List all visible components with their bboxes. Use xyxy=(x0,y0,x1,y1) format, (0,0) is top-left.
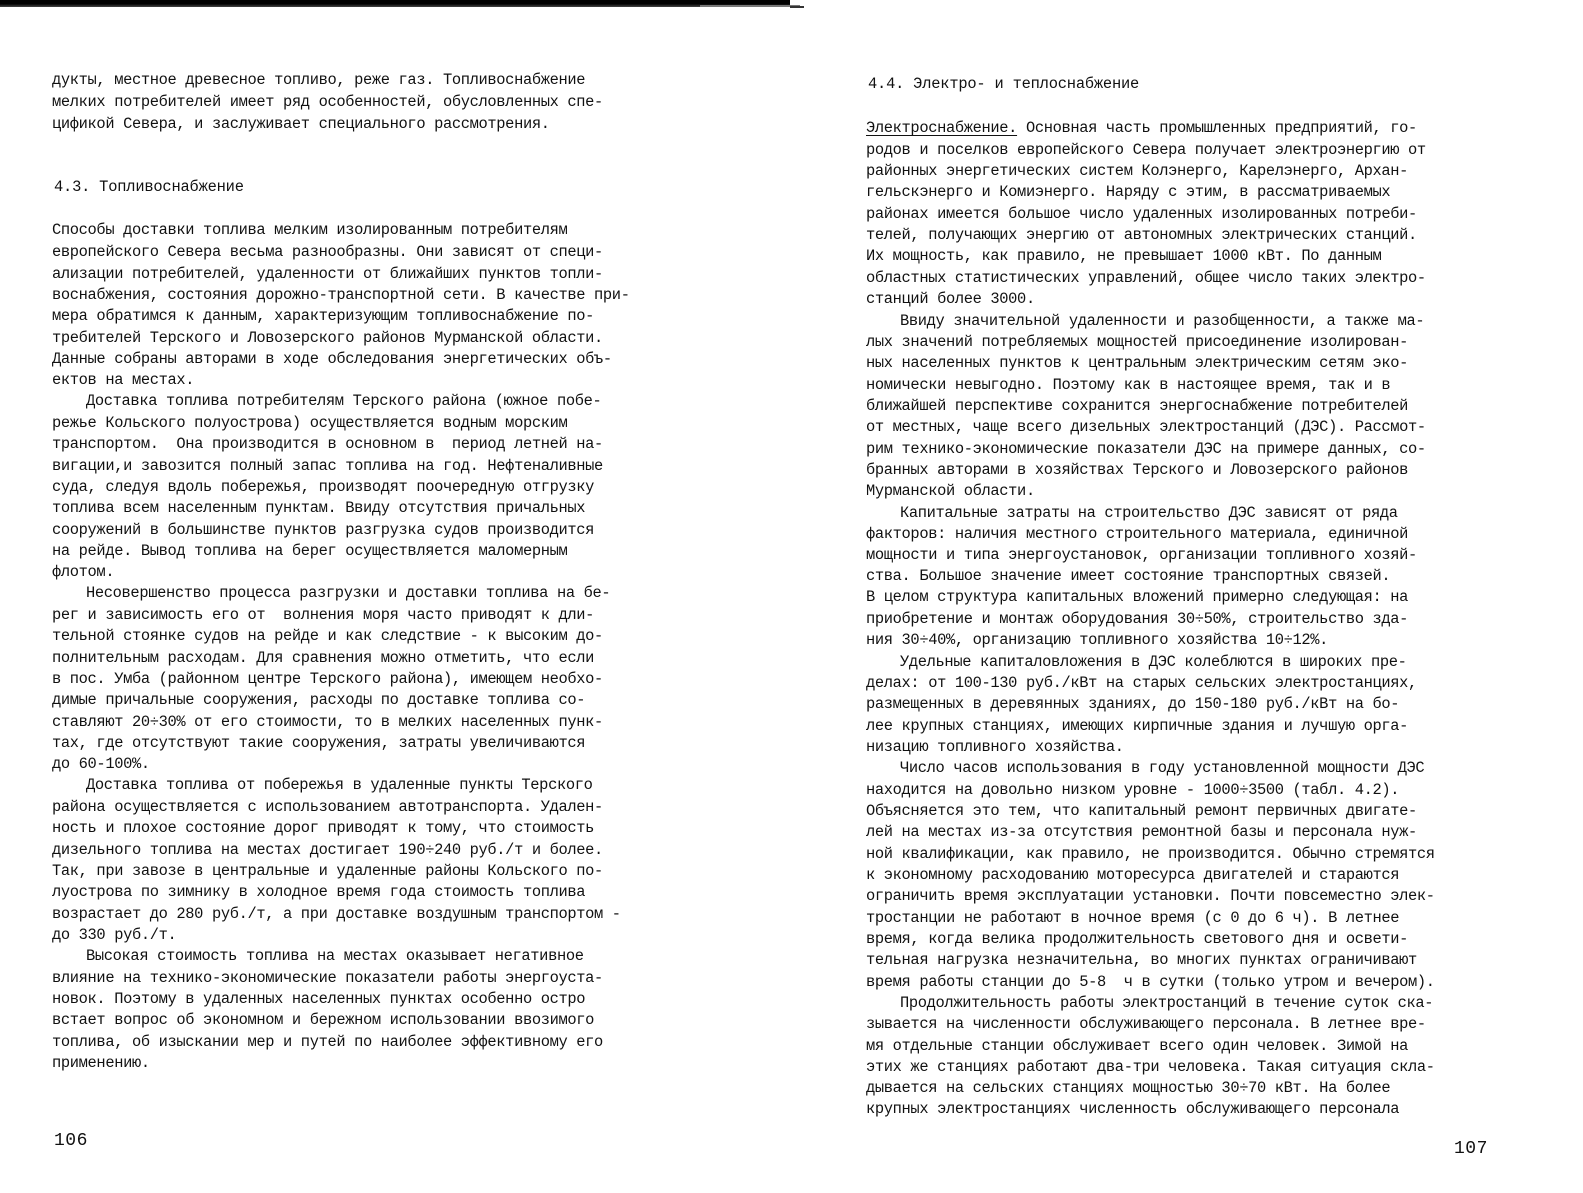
section-heading: 4.4. Электро- и теплоснабжение xyxy=(868,75,1140,93)
section-heading: 4.3. Топливоснабжение xyxy=(54,178,244,196)
text-line: транспортом. Она производится в основном в период летней на- xyxy=(52,435,603,453)
text-line: дывается на сельских станциях мощностью 30÷70 кВт. На более xyxy=(866,1079,1391,1097)
text-line: влияние на технико-экономические показатели работы энергоуста- xyxy=(52,969,603,987)
text-line: европейского Севера весьма разнообразны. Они зависят от специ- xyxy=(52,243,603,261)
text-line: бранных авторами в хозяйствах Терского и Ловозерского районов xyxy=(866,461,1409,479)
text-line: номически невыгодно. Поэтому как в настоящее время, так и в xyxy=(866,376,1391,394)
text-line: мелких потребителей имеет ряд особенностей, обусловленных спе- xyxy=(52,93,603,111)
text-line: на рейде. Вывод топлива на берег осуществляется маломерным xyxy=(52,542,568,560)
text-line: сооружений в большинстве пунктов разгрузка судов производится xyxy=(52,521,595,539)
text-line: полнительным расходам. Для сравнения можно отметить, что если xyxy=(52,649,595,667)
text-line: Продолжительность работы электростанций в течение суток ска- xyxy=(900,994,1434,1012)
text-line: цификой Севера, и заслуживает специального рассмотрения. xyxy=(52,115,550,133)
text-line: тельной стоянке судов на рейде и как следствие - к высоким до- xyxy=(52,627,603,645)
text-line: лых значений потребляемых мощностей присоединение изолирован- xyxy=(866,333,1409,351)
text-line: областных статистических управлений, общее число таких электро- xyxy=(866,269,1426,287)
text-line: дизельного топлива на местах достигает 190÷240 руб./т и более. xyxy=(52,841,603,859)
text-line: гельскэнерго и Комиэнерго. Наряду с этим, в рассматриваемых xyxy=(866,183,1391,201)
text-line: делах: от 100-130 руб./кВт на старых сельских электростанциях, xyxy=(866,674,1417,692)
text-line: районах имеется большое число удаленных изолированных потреби- xyxy=(866,205,1417,223)
text-line: ства. Большое значение имеет состояние транспортных связей. xyxy=(866,567,1391,585)
text-line: ность и плохое состояние дорог приводят к тому, что стоимость xyxy=(52,819,595,837)
text-line: дукты, местное древесное топливо, реже газ. Топливоснабжение xyxy=(52,71,586,89)
text-line: низацию топливного хозяйства. xyxy=(866,738,1124,756)
text-line: луострова по зимнику в холодное время года стоимость топлива xyxy=(52,883,586,901)
text-line: размещенных в деревянных зданиях, до 150-180 руб./кВт на бо- xyxy=(866,695,1400,713)
text-line: ектов на местах. xyxy=(52,371,195,389)
text-line: Доставка топлива потребителям Терского района (южное побе- xyxy=(86,392,602,410)
text-line: Доставка топлива от побережья в удаленные пункты Терского xyxy=(86,776,593,794)
text-line: лей на местах из-за отсутствия ремонтной базы и персонала нуж- xyxy=(866,823,1417,841)
text-line: Так, при завозе в центральные и удаленные районы Кольского по- xyxy=(52,862,603,880)
text-line: Их мощность, как правило, не превышает 1000 кВт. По данным xyxy=(866,247,1382,265)
text-line: вигации,и завозится полный запас топлива на год. Нефтеналивные xyxy=(52,457,603,475)
text-line: этих же станциях работают два-три человека. Такая ситуация скла- xyxy=(866,1058,1435,1076)
text-line: Капитальные затраты на строительство ДЭС зависят от ряда xyxy=(900,504,1398,522)
text-line: топлива всем населенным пунктам. Ввиду отсутствия причальных xyxy=(52,499,586,517)
scan-top-edge-tail xyxy=(700,5,800,7)
text-line: районных энергетических систем Колэнерго, Карелэнерго, Архан- xyxy=(866,162,1409,180)
text-line: ближайшей перспективе сохранится энергоснабжение потребителей xyxy=(866,397,1409,415)
text-line: ограничить время эксплуатации установки. Почти повсеместно элек- xyxy=(866,887,1435,905)
text-line: станций более 3000. xyxy=(866,290,1035,308)
text-line: применению. xyxy=(52,1054,150,1072)
text-line: ставляют 20÷30% от его стоимости, то в мелких населенных пунк- xyxy=(52,713,603,731)
text-line: Данные собраны авторами в ходе обследования энергетических объ- xyxy=(52,350,612,368)
text-line: мя отдельные станции обслуживает всего один человек. Зимой на xyxy=(866,1037,1409,1055)
text-line: в пос. Умба (районном центре Терского района), имеющем необхо- xyxy=(52,670,603,688)
text-line: к экономному расходованию моторесурса двигателей и стараются xyxy=(866,866,1400,884)
text-line: тах, где отсутствуют такие сооружения, затраты увеличиваются xyxy=(52,734,586,752)
text-line: зывается на численности обслуживающего персонала. В летнее вре- xyxy=(866,1015,1426,1033)
text-line: Удельные капиталовложения в ДЭС колеблются в широких пре- xyxy=(900,653,1407,671)
text-line: рег и зависимость его от волнения моря часто приводят к дли- xyxy=(52,606,595,624)
text-line: время, когда велика продолжительность светового дня и освети- xyxy=(866,930,1409,948)
text-line: В целом структура капитальных вложений примерно следующая: на xyxy=(866,588,1409,606)
text-line: от местных, чаще всего дизельных электростанций (ДЭС). Рассмот- xyxy=(866,418,1426,436)
page-number: 106 xyxy=(54,1131,88,1151)
text-line: ния 30÷40%, организацию топливного хозяйства 10÷12%. xyxy=(866,631,1329,649)
left-page xyxy=(52,0,702,1193)
text-line: крупных электростанциях численность обслуживающего персонала xyxy=(866,1100,1400,1118)
text-line: родов и поселков европейского Севера получает электроэнергию от xyxy=(866,141,1426,159)
text-line: воснабжения, состояния дорожно-транспортной сети. В качестве при- xyxy=(52,286,630,304)
scan-gutter-mark xyxy=(790,6,804,8)
text-line xyxy=(866,118,1417,139)
text-line: возрастает до 280 руб./т, а при доставке воздушным транспортом - xyxy=(52,905,621,923)
text-line: рим технико-экономические показатели ДЭС на примере данных, со- xyxy=(866,440,1426,458)
text-line: Способы доставки топлива мелким изолированным потребителям xyxy=(52,221,568,239)
text-line: режье Кольского полуострова) осуществляется водным морским xyxy=(52,414,568,432)
text-line: Высокая стоимость топлива на местах оказывает негативное xyxy=(86,947,584,965)
text-line: Объясняется это тем, что капитальный ремонт первичных двигате- xyxy=(866,802,1417,820)
text-line: приобретение и монтаж оборудования 30÷50%, строительство зда- xyxy=(866,610,1409,628)
run-in-heading: Электроснабжение. xyxy=(866,119,1018,137)
text-line: района осуществляется с использованием автотранспорта. Удален- xyxy=(52,798,603,816)
text-line: ализации потребителей, удаленности от ближайших пунктов топли- xyxy=(52,265,603,283)
right-page xyxy=(866,0,1498,1193)
text-line: время работы станции до 5-8 ч в сутки (только утром и вечером). xyxy=(866,973,1435,991)
text-line: димые причальные сооружения, расходы по доставке топлива со- xyxy=(52,691,586,709)
text-line: лее крупных станциях, имеющих кирпичные здания и лучшую орга- xyxy=(866,717,1409,735)
text-line: мера обратимся к данным, характеризующим топливоснабжение по- xyxy=(52,307,595,325)
page-number: 107 xyxy=(1454,1139,1488,1159)
text-line: флотом. xyxy=(52,563,115,581)
text-line: Ввиду значительной удаленности и разобщенности, а также ма- xyxy=(900,312,1425,330)
text-fragment: Основная часть промышленных предприятий, го- xyxy=(1017,119,1417,137)
text-line: встает вопрос об экономном и бережном использовании ввозимого xyxy=(52,1011,595,1029)
text-line: требителей Терского и Ловозерского районов Мурманской области. xyxy=(52,329,603,347)
text-line: до 330 руб./т. xyxy=(52,926,177,944)
text-line: ных населенных пунктов к центральным электрическим сетям эко- xyxy=(866,354,1409,372)
text-line: топлива, об изыскании мер и путей по наиболее эффективному его xyxy=(52,1033,603,1051)
text-line: суда, следуя вдоль побережья, производят поочередную отгрузку xyxy=(52,478,595,496)
text-line: ной квалификации, как правило, не производится. Обычно стремятся xyxy=(866,845,1435,863)
text-line: мощности и типа энергоустановок, организации топливного хозяй- xyxy=(866,546,1417,564)
text-line: телей, получающих энергию от автономных электрических станций. xyxy=(866,226,1417,244)
text-line: Число часов использования в году установленной мощности ДЭС xyxy=(900,759,1425,777)
text-line: находится на довольно низком уровне - 1000÷3500 (табл. 4.2). xyxy=(866,781,1400,799)
text-line: тельная нагрузка незначительна, во многих пунктах ограничивают xyxy=(866,951,1417,969)
text-line: факторов: наличия местного строительного материала, единичной xyxy=(866,525,1409,543)
text-line: Несовершенство процесса разгрузки и доставки топлива на бе- xyxy=(86,584,611,602)
text-line: Мурманской области. xyxy=(866,482,1035,500)
text-line: новок. Поэтому в удаленных населенных пунктах особенно остро xyxy=(52,990,586,1008)
text-line: тростанции не работают в ночное время (с 0 до 6 ч). В летнее xyxy=(866,909,1400,927)
text-line: до 60-100%. xyxy=(52,755,150,773)
